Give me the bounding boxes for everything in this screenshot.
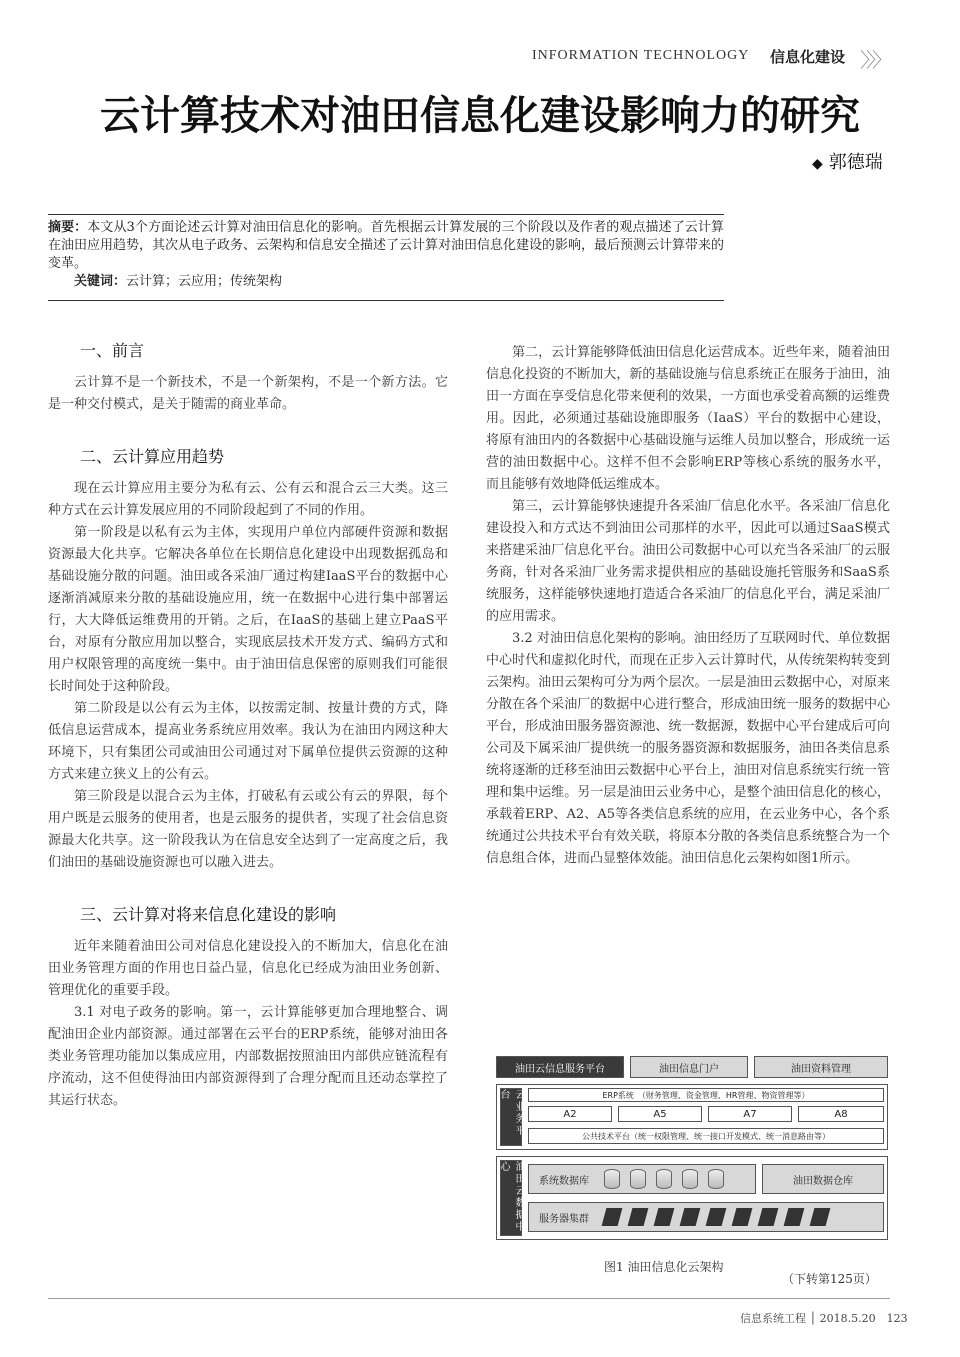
database-label: 系统数据库 — [539, 1175, 589, 1187]
a2-box: A2 — [528, 1106, 612, 1122]
server-icon — [758, 1208, 779, 1226]
paragraph: 3.2 对油田信息化架构的影响。油田经历了互联网时代、单位数据中心时代和虚拟化时代，而现在正步入云计算时代，从传统架构转变到云架构。油田云架构可分为两个层次。一层是油田云数据中心，对原来分散在各个采油厂的数据中心进行整合，形成油田统一服务的数据中心平台，形成油田服务器资源池、统一数据源，数据中心平台建成后可向公司及下属采油厂提供统一的服务器资源和数据服务，油田各类信息系统将逐渐的迁移至油田云数据中心平台上，油田对信息系统实行统一管理和集中运维。另一层是油田云业务中心，是整个油田信息化的核心，承载着ERP、A2、A5等各类信息系统的应用，在云业务中心，各个系统通过公共技术平台有效关联，将原本分散的各类信息系统整合为一个信息组合体，进而凸显整体效能。油田信息化云架构如图1所示。 — [486, 631, 890, 866]
a5-box: A5 — [618, 1106, 702, 1122]
keywords-label: 关键词： — [74, 274, 127, 289]
paragraph: 第二阶段是以公有云为主体，以按需定制、按量计费的方式，降低信息运营成本，提高业务系统应用效率。我认为在油田内网这种大环境下，只有集团公司或油田公司通过对下属单位提供云资源的这种方式来建立狭义上的公有云。 — [48, 701, 448, 782]
continued-note: （下转第125页） — [782, 1272, 877, 1286]
section-heading: 二、云计算应用趋势 — [80, 447, 225, 466]
section-heading: 一、前言 — [80, 341, 145, 360]
author — [812, 148, 883, 174]
server-icon — [732, 1208, 753, 1226]
paragraph: 现在云计算应用主要分为私有云、公有云和混合云三大类。这三种方式在云计算发展应用的不同阶段起到了不同的作用。 — [48, 481, 448, 518]
abstract-bottom-rule — [48, 300, 724, 301]
keywords-text: 云计算；云应用；传统架构 — [126, 274, 283, 289]
left-column — [48, 340, 448, 1112]
abstract-body — [48, 219, 724, 273]
database-icon — [656, 1169, 672, 1189]
database-icon — [604, 1169, 620, 1189]
architecture-figure — [496, 1056, 888, 1244]
database-icon — [682, 1169, 698, 1189]
abstract-label: 摘要： — [48, 220, 88, 235]
portal-box: 油田信息门户 — [630, 1056, 748, 1078]
article-title: 云计算技术对油田信息化建设影响力的研究 — [100, 92, 860, 139]
page-footer: 信息系统工程 │ 2018.5.20 123 — [740, 1312, 908, 1325]
server-icon — [602, 1208, 623, 1226]
keywords — [48, 273, 724, 291]
paragraph: 云计算不是一个新技术，不是一个新架构，不是一个新方法。它是一种交付模式，是关于随需的商业革命。 — [48, 375, 448, 412]
server-icon — [810, 1208, 831, 1226]
common-platform-box: 公共技术平台（统一权限管理、统一接口开发模式、统一消息路由等） — [528, 1128, 884, 1144]
section-heading: 三、云计算对将来信息化建设的影响 — [80, 905, 337, 924]
database-icon — [630, 1169, 646, 1189]
warehouse-box: 油田数据仓库 — [762, 1164, 884, 1194]
business-center-label: 云业务平台 — [500, 1088, 522, 1146]
diamond-icon: ◆ — [812, 156, 823, 172]
cluster-box — [528, 1202, 884, 1232]
paragraph: 第二，云计算能够降低油田信息化运营成本。近些年来，随着油田信息化投资的不断加大，新的基础设施与信息系统正在服务于油田，油田一方面在享受信息化带来便利的效果，一方面也承受着高额的运维费用。因此，必须通过基础设施即服务（IaaS）平台的数据中心建设，将原有油田内的各数据中心基础设施与运维人员加以整合，形成统一运营的油田数据中心。这样不但不会影响ERP等核心系统的服务水平，而且能够有效地降低运维成本。 — [486, 345, 890, 492]
journal-section-cn: 信息化建设 — [770, 48, 846, 66]
paragraph: 第三，云计算能够快速提升各采油厂信息化水平。各采油厂信息化建设投入和方式达不到油田公司那样的水平，因此可以通过SaaS模式来搭建采油厂信息化平台。油田公司数据中心可以充当各采油厂的云服务商，针对各采油厂业务需求提供相应的基础设施托管服务和SaaS系统服务，这样能够快速地打造适合各采油厂的信息化平台，满足采油厂的应用需求。 — [486, 499, 890, 624]
paragraph: 近年来随着油田公司对信息化建设投入的不断加大，信息化在油田业务管理方面的作用也日益凸显，信息化已经成为油田业务创新、管理优化的重要手段。 — [48, 939, 448, 998]
chevron-right-icon: 〉〉〉 — [860, 48, 888, 72]
database-icon — [708, 1169, 724, 1189]
erp-box: ERP系统 （财务管理、资金管理、HR管理、物资管理等） — [528, 1088, 884, 1102]
a7-box: A7 — [708, 1106, 792, 1122]
database-box — [528, 1164, 756, 1194]
cluster-label: 服务器集群 — [539, 1213, 589, 1225]
abstract-top-rule — [48, 214, 724, 215]
server-icon — [628, 1208, 649, 1226]
platform-label: 油田云信息服务平台 — [496, 1056, 624, 1078]
server-icon — [654, 1208, 675, 1226]
footer-rule — [48, 1298, 890, 1299]
author-name: 郭德瑞 — [828, 152, 883, 173]
server-icon — [680, 1208, 701, 1226]
datacenter-label: 油田云数据中心 — [500, 1160, 522, 1236]
figure-caption: 图1 油田信息化云架构 — [604, 1260, 724, 1274]
data-mgmt-box: 油田资料管理 — [754, 1056, 888, 1078]
server-icon — [784, 1208, 805, 1226]
abstract — [48, 219, 724, 291]
abstract-text: 本文从3个方面论述云计算对油田信息化的影响。首先根据云计算发展的三个阶段以及作者的观点描述了云计算在油田应用趋势，其次从电子政务、云架构和信息安全描述了云计算对油田信息化建设的影响，最后预测云计算带来的变革。 — [48, 220, 725, 271]
paragraph: 第三阶段是以混合云为主体，打破私有云或公有云的界限，每个用户既是云服务的使用者，也是云服务的提供者，实现了社会信息资源最大化共享。这一阶段我认为在信息安全达到了一定高度之后，我们油田的基础设施资源也可以融入进去。 — [48, 789, 448, 870]
a8-box: A8 — [798, 1106, 884, 1122]
paragraph: 3.1 对电子政务的影响。第一，云计算能够更加合理地整合、调配油田企业内部资源。通过部署在云平台的ERP系统，能够对油田各类业务管理功能加以集成应用，内部数据按照油田内部供应链流程有序流动，这不但使得油田内部资源得到了合理分配而且还动态掌控了其运行状态。 — [48, 1005, 448, 1108]
paragraph: 第一阶段是以私有云为主体，实现用户单位内部硬件资源和数据资源最大化共享。它解决各单位在长期信息化建设中出现数据孤岛和基础设施分散的问题。油田或各采油厂通过构建IaaS平台的数据中心逐渐消减原来分散的基础设施应用，统一在数据中心进行集中部署运行，大大降低运维费用的开销。之后，在IaaS的基础上建立PaaS平台，对原有分散应用加以整合，实现底层技术开发方式、编码方式和用户权限管理的高度统一集中。由于油田信息保密的原则我们可能很长时间处于这种阶段。 — [48, 525, 448, 694]
server-icon — [706, 1208, 727, 1226]
right-column — [486, 342, 890, 870]
journal-section-en: INFORMATION TECHNOLOGY — [532, 48, 750, 63]
